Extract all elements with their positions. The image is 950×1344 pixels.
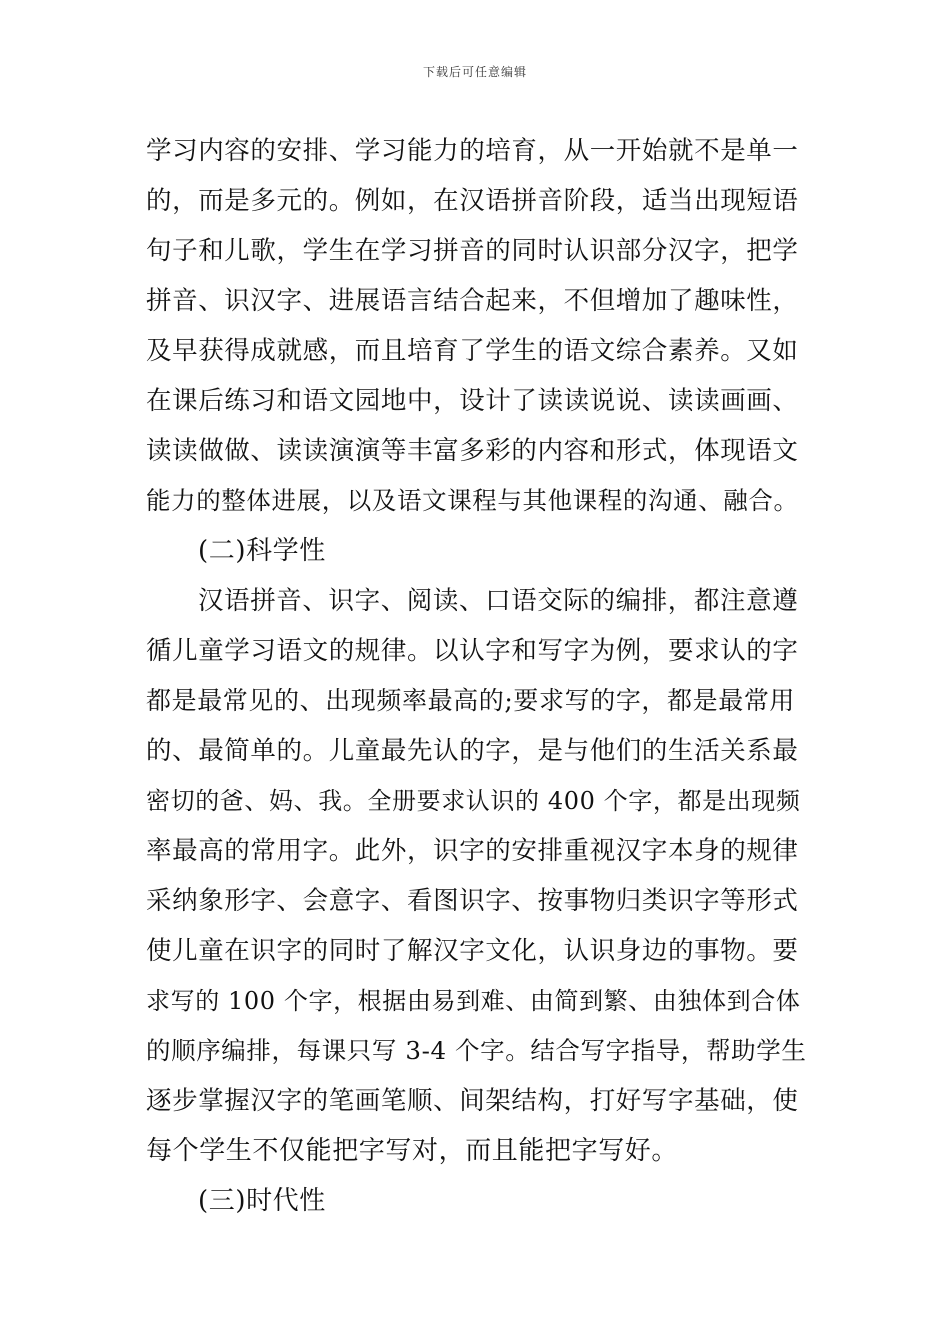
text-line: 每个学生不仅能把字写对，而且能把字写好。 [146, 1136, 679, 1166]
text-line: 拼音、识汉字、进展语言结合起来，不但增加了趣味性， [146, 286, 799, 316]
text-line: 使儿童在识字的同时了解汉字文化，认识身边的事物。要 [146, 936, 799, 966]
text-line: 能力的整体进展，以及语文课程与其他课程的沟通、融合。 [146, 486, 799, 515]
section-heading: (二)科学性 [198, 536, 326, 566]
text-line: 的顺序编排，每课只写 3-4 个字。结合写字指导，帮助学生 [146, 1036, 807, 1065]
text-line: 的，而是多元的。例如，在汉语拼音阶段，适当出现短语 [146, 186, 799, 216]
text-line: 密切的爸、妈、我。全册要求认识的 400 个字，都是出现频 [146, 787, 801, 815]
text-line: 循儿童学习语文的规律。以认字和写字为例，要求认的字 [146, 636, 799, 666]
text-line: 学习内容的安排、学习能力的培育，从一开始就不是单一 [146, 136, 799, 166]
text-line: 及早获得成就感，而且培育了学生的语文综合素养。又如 [146, 336, 799, 366]
text-line: 率最高的常用字。此外，识字的安排重视汉字本身的规律 [146, 836, 799, 866]
text-line: 在课后练习和语文园地中，设计了读读说说、读读画画、 [146, 386, 799, 416]
text-line: 汉语拼音、识字、阅读、口语交际的编排，都注意遵 [198, 586, 799, 616]
body-text [146, 126, 806, 1226]
page-header: 下载后可任意编辑 [422, 65, 527, 79]
text-line: 求写的 100 个字，根据由易到难、由简到繁、由独体到合体 [146, 987, 801, 1015]
text-line: 的、最简单的。儿童最先认的字，是与他们的生活关系最 [146, 736, 799, 766]
text-line: 读读做做、读读演演等丰富多彩的内容和形式，体现语文 [146, 436, 799, 466]
text-line: 逐步掌握汉字的笔画笔顺、间架结构，打好写字基础，使 [146, 1086, 799, 1116]
section-heading: (三)时代性 [198, 1186, 326, 1216]
text-line: 都是最常见的、出现频率最高的;要求写的字，都是最常用 [146, 686, 796, 715]
text-line: 采纳象形字、会意字、看图识字、按事物归类识字等形式 [146, 886, 799, 916]
text-line: 句子和儿歌，学生在学习拼音的同时认识部分汉字，把学 [146, 236, 799, 266]
